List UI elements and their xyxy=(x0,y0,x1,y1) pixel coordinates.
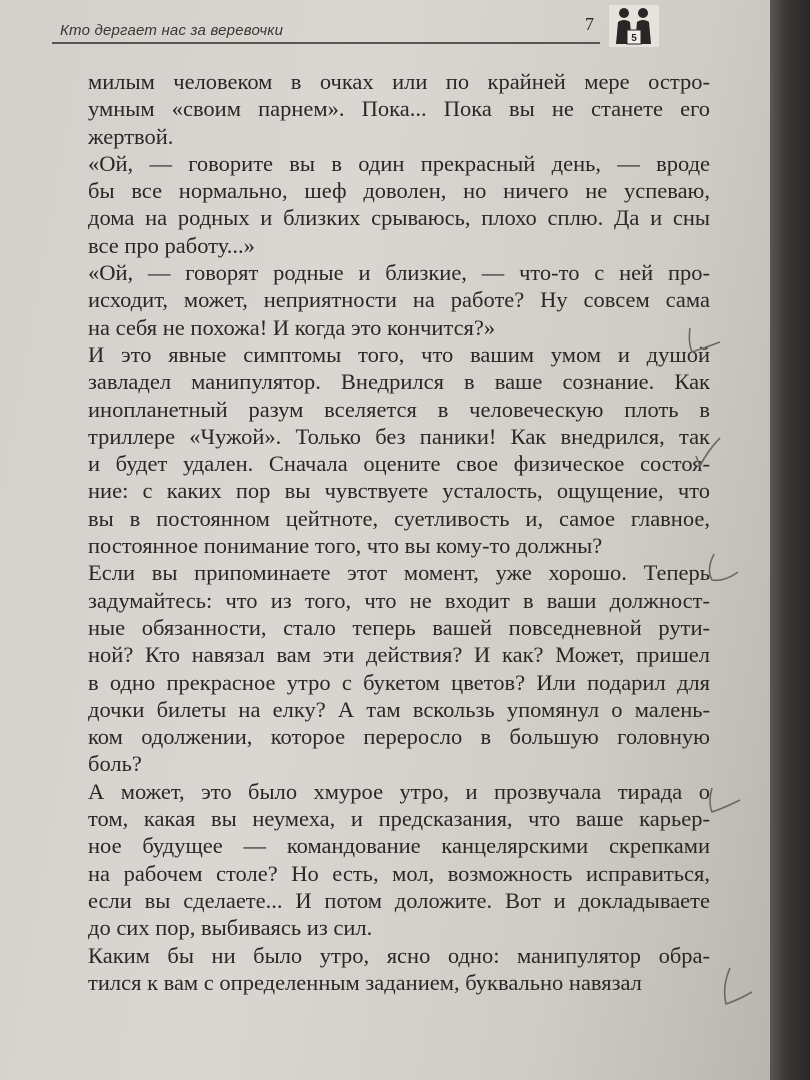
text-line: и будет удален. Сначала оцените свое физическое состоя- xyxy=(88,451,710,477)
body-text xyxy=(88,68,710,996)
paragraph xyxy=(88,68,710,150)
text-line: триллере «Чужой». Только без паники! Как внедрился, так xyxy=(88,423,710,449)
text-line: умным «своим парнем». Пока... Пока вы не станете его xyxy=(88,96,710,122)
text-line: на рабочем столе? Но есть, мол, возможность исправиться, xyxy=(88,860,710,886)
paragraph xyxy=(88,259,710,341)
running-header xyxy=(52,14,600,44)
text-line: исходит, может, неприятности на работе? Ну совсем сама xyxy=(88,287,710,313)
text-line: постоянное понимание того, что вы кому-то должны? xyxy=(88,533,603,559)
text-line: до сих пор, выбиваясь из сил. xyxy=(88,915,373,941)
svg-text:5: 5 xyxy=(631,33,637,44)
paragraph xyxy=(88,341,710,559)
text-line: том, какая вы неумеха, и предсказания, что ваше карьер- xyxy=(88,806,710,832)
checkmark-4 xyxy=(704,784,744,820)
checkmark-1 xyxy=(686,322,726,358)
paragraph xyxy=(88,942,710,997)
text-line: дома на родных и близких срываюсь, плохо сплю. Да и сны xyxy=(88,205,710,231)
text-line: ные обязанности, стало теперь вашей повседневной рути- xyxy=(88,614,710,640)
checkmark-2 xyxy=(690,432,724,472)
text-line: завладел манипулятор. Внедрился в ваше сознание. Как xyxy=(88,369,710,395)
page-number: 7 xyxy=(585,14,594,34)
text-line: милым человеком в очках или по крайней мере остро- xyxy=(88,69,710,94)
checkmark-5 xyxy=(716,962,756,1014)
text-line: вы в постоянном цейтноте, суетливость и, самое главное, xyxy=(88,505,710,531)
text-line: «Ой, — говорите вы в один прекрасный день, — вроде xyxy=(88,150,710,176)
text-line: «Ой, — говорят родные и близкие, — что-то с ней про- xyxy=(88,260,710,286)
text-line: все про работу...» xyxy=(88,232,255,258)
text-line: задумайтесь: что из того, что не входит в ваши должност- xyxy=(88,587,710,613)
text-line: инопланетный разум вселяется в человеческую плоть в xyxy=(88,396,710,422)
checkmark-3 xyxy=(702,548,742,588)
text-line: А может, это было хмурое утро, и прозвучала тирада о xyxy=(88,778,710,804)
text-line: Если вы припоминаете этот момент, уже хорошо. Теперь xyxy=(88,560,710,586)
text-line: на себя не похожа! И когда это кончится?» xyxy=(88,314,496,340)
text-line: Каким бы ни было утро, ясно одно: манипулятор обра- xyxy=(88,942,710,968)
text-line: в одно прекрасное утро с букетом цветов? Или подарил для xyxy=(88,669,710,695)
text-line: бы все нормально, шеф доволен, но ничего не успеваю, xyxy=(88,178,710,204)
text-line: жертвой. xyxy=(88,123,174,149)
paragraph xyxy=(88,559,710,777)
text-line: И это явные симптомы того, что вашим умом и душой xyxy=(88,341,710,367)
text-line: тился к вам с определенным заданием, буквально навязал xyxy=(88,969,642,995)
running-title: Кто дергает нас за веревочки xyxy=(60,22,284,39)
text-line: боль? xyxy=(88,751,142,777)
page-edge-shadow xyxy=(770,0,810,1080)
text-line: ной? Кто навязал вам эти действия? И как? Может, пришел xyxy=(88,642,710,668)
publisher-logo-icon xyxy=(608,4,660,48)
text-line: если вы сделаете... И потом доложите. Вот и докладываете xyxy=(88,887,710,913)
text-line: ное будущее — командование канцелярскими скрепками xyxy=(88,833,710,859)
paragraph xyxy=(88,150,710,259)
text-line: ние: с каких пор вы чувствуете усталость, ощущение, что xyxy=(88,478,710,504)
text-line: дочки билеты на елку? А там вскользь упомянул о малень- xyxy=(88,696,710,722)
text-line: ком одолжении, которое переросло в большую головную xyxy=(88,724,710,750)
paragraph xyxy=(88,778,710,942)
